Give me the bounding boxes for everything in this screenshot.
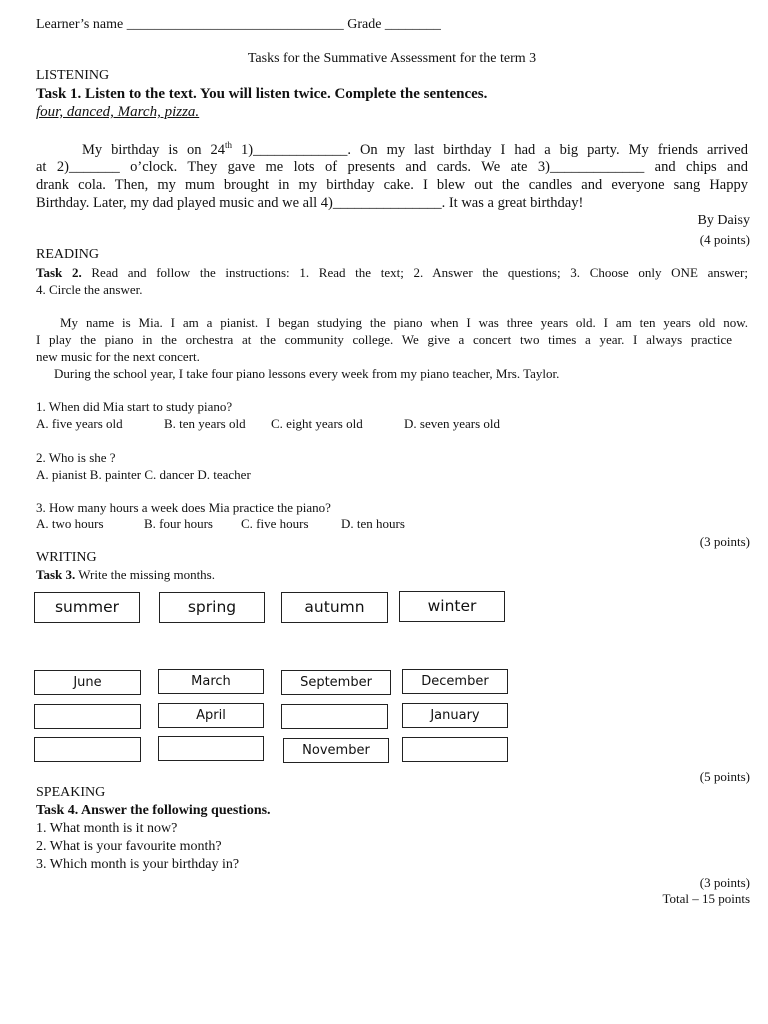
task4-title: Task 4. Answer the following questions.	[36, 803, 271, 818]
grade-label: Grade	[347, 17, 382, 32]
reading-points: (3 points)	[699, 534, 750, 549]
speaking-question: 1. What month is it now?	[36, 821, 178, 836]
writing-points: (5 points)	[699, 769, 750, 784]
passage-line-1: My name is Mia. I am a pianist. I began studying the piano when I was three years old. I am ten years old now.	[60, 315, 748, 330]
season-autumn: autumn	[281, 592, 388, 623]
month-box: June	[34, 670, 141, 695]
q1-option-a[interactable]: A. five years old	[36, 416, 123, 431]
month-blank-input[interactable]	[402, 737, 508, 762]
task1-title: Task 1. Listen to the text. You will listen twice. Complete the sentences.	[36, 86, 488, 102]
learner-name-line	[36, 17, 441, 33]
q3-option-a[interactable]: A. two hours	[36, 516, 104, 531]
listening-author: By Daisy	[697, 213, 750, 228]
grade-blank: ________	[384, 17, 441, 32]
passage-line-2: I play the piano in the orchestra at the community college. We give a concert two times a year. I always practice	[36, 332, 732, 347]
q1-option-b[interactable]: B. ten years old	[164, 416, 246, 431]
question-2: 2. Who is she ?	[36, 450, 116, 465]
name-blank: _______________________________	[126, 17, 344, 32]
question-1: 1. When did Mia start to study piano?	[36, 399, 233, 414]
question-3: 3. How many hours a week does Mia practice the piano?	[36, 500, 331, 515]
month-blank-input[interactable]	[281, 704, 388, 729]
speaking-question: 2. What is your favourite month?	[36, 839, 222, 854]
listening-line-3: drank cola. Then, my mum brought in my birthday cake. I blew out the candles and everyone sang Happy	[36, 177, 748, 193]
word-bank: four, danced, March, pizza.	[36, 104, 200, 120]
listening-points: (4 points)	[699, 232, 750, 247]
page-title: Tasks for the Summative Assessment for the term 3	[247, 51, 537, 66]
reading-heading: READING	[36, 247, 99, 262]
q3-option-c[interactable]: C. five hours	[241, 516, 309, 531]
task2-line-1: Task 2. Read and follow the instructions: 1. Read the text; 2. Answer the questions; 3. Choose only ONE answer;	[36, 265, 748, 280]
name-label: Learner’s name	[36, 17, 124, 32]
speaking-heading: SPEAKING	[36, 785, 106, 800]
passage-line-4: During the school year, I take four piano lessons every week from my piano teacher, Mrs. Taylor.	[54, 366, 560, 381]
listening-heading: LISTENING	[36, 68, 110, 83]
month-box: April	[158, 703, 264, 728]
month-box: January	[402, 703, 508, 728]
month-box: December	[402, 669, 508, 694]
task3-title: Task 3. Write the missing months.	[36, 567, 215, 582]
month-blank-input[interactable]	[34, 704, 141, 729]
q2-options[interactable]: A. pianist B. painter C. dancer D. teacher	[36, 467, 251, 482]
speaking-question: 3. Which month is your birthday in?	[36, 857, 240, 872]
listening-line-4: Birthday. Later, my dad played music and we all 4)_______________. It was a great birthday!	[36, 195, 584, 211]
month-box: November	[283, 738, 389, 763]
task2-line-2: 4. Circle the answer.	[36, 282, 143, 297]
month-box: March	[158, 669, 264, 694]
q3-option-b[interactable]: B. four hours	[144, 516, 213, 531]
passage-line-3: new music for the next concert.	[36, 349, 200, 364]
season-spring: spring	[159, 592, 265, 623]
writing-heading: WRITING	[36, 550, 97, 565]
month-box: September	[281, 670, 391, 695]
listening-line-1: My birthday is on 24th 1)_____________. On my last birthday I had a big party. My friends arrived	[82, 140, 748, 158]
month-blank-input[interactable]	[34, 737, 141, 762]
total-points: Total – 15 points	[662, 891, 750, 906]
season-summer: summer	[34, 592, 140, 623]
month-blank-input[interactable]	[158, 736, 264, 761]
q1-option-d[interactable]: D. seven years old	[404, 416, 501, 431]
q1-option-c[interactable]: C. eight years old	[271, 416, 363, 431]
season-winter: winter	[399, 591, 505, 622]
speaking-points: (3 points)	[699, 875, 750, 890]
q3-option-d[interactable]: D. ten hours	[341, 516, 405, 531]
listening-line-2: at 2)_______ o’clock. They gave me lots of presents and cards. We ate 3)_____________ and chips and	[36, 159, 748, 175]
